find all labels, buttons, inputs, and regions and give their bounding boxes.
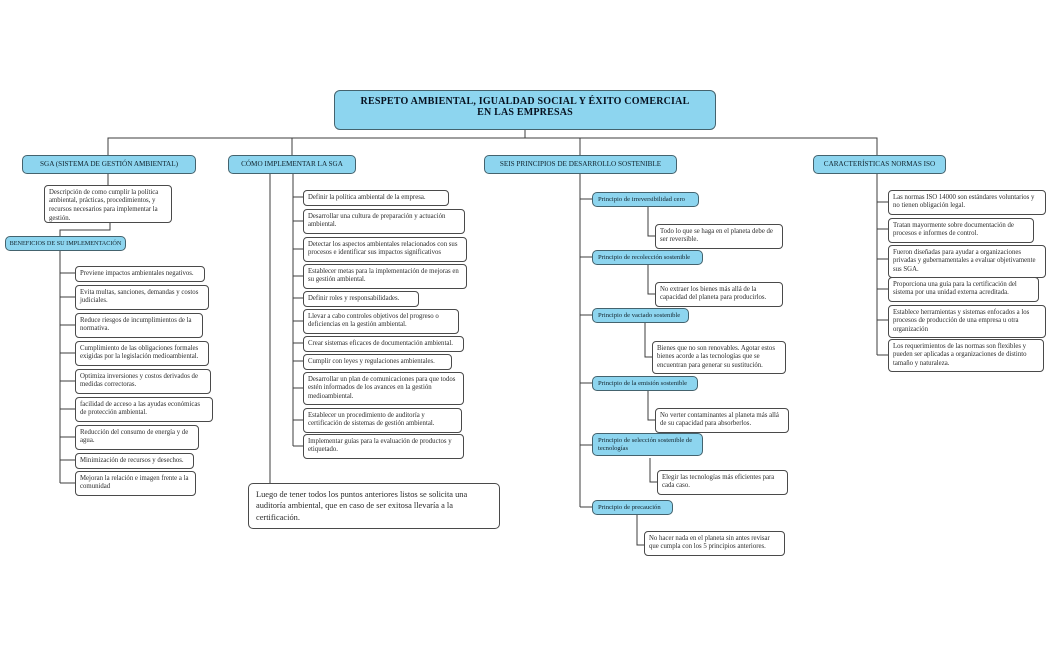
- beneficios-header-node: BENEFICIOS DE SU IMPLEMENTACIÓN: [5, 236, 126, 251]
- step-item: Desarrollar una cultura de preparación y actuación ambiental.: [303, 209, 465, 234]
- benefit-item: Evita multas, sanciones, demandas y costos judiciales.: [75, 285, 209, 310]
- benefit-item: facilidad de acceso a las ayudas económicas de protección ambiental.: [75, 397, 213, 422]
- iso-feature-item: Fueron diseñadas para ayudar a organizaciones privadas y gubernamentales a evaluar objetivamente sus SGA.: [888, 245, 1046, 278]
- root-title-line2: EN LAS EMPRESAS: [477, 107, 573, 118]
- principle-node: Principio de irreversibilidad cero: [592, 192, 699, 207]
- step-item: Cumplir con leyes y regulaciones ambientales.: [303, 354, 452, 370]
- iso-feature-item: Las normas ISO 14000 son estándares voluntarios y no tienen obligación legal.: [888, 190, 1046, 215]
- principle-node: Principio de precaución: [592, 500, 673, 515]
- step-item: Definir roles y responsabilidades.: [303, 291, 419, 307]
- principle-detail-node: Todo lo que se haga en el planeta debe de ser reversible.: [655, 224, 783, 249]
- benefit-item: Minimización de recursos y desechos.: [75, 453, 194, 469]
- step-item: Establecer metas para la implementación de mejoras en su gestión ambiental.: [303, 264, 467, 289]
- principle-detail-node: No extraer los bienes más allá de la capacidad del planeta para producirlos.: [655, 282, 783, 307]
- root-node: [334, 90, 716, 130]
- principle-detail-node: Bienes que no son renovables. Agotar estos bienes acorde a las tecnologías que se encuentran para generar su sustitución.: [652, 341, 786, 374]
- branch-header-como-implementar: CÓMO IMPLEMENTAR LA SGA: [228, 155, 356, 174]
- branch-header-normas-iso: CARACTERÍSTICAS NORMAS ISO: [813, 155, 946, 174]
- step-item: Detectar los aspectos ambientales relacionados con sus procesos e identificar sus impactos significativos: [303, 237, 467, 262]
- step-item: Crear sistemas eficaces de documentación ambiental.: [303, 336, 464, 352]
- principle-detail-node: No verter contaminantes al planeta más allá de su capacidad para absorberlos.: [655, 408, 789, 433]
- principle-node: Principio de recolección sostenible: [592, 250, 703, 265]
- audit-note-node: Luego de tener todos los puntos anteriores listos se solicita una auditoría ambiental, que en caso de ser exitosa llevaría a la certificación.: [248, 483, 500, 529]
- root-title-line1: RESPETO AMBIENTAL, IGUALDAD SOCIAL Y ÉXITO COMERCIAL: [360, 96, 690, 107]
- principle-detail-node: Elegir las tecnologías más eficientes para cada caso.: [657, 470, 788, 495]
- step-item: Llevar a cabo controles objetivos del progreso o deficiencias en la gestión ambiental.: [303, 309, 459, 334]
- branch-header-seis-principios: SEIS PRINCIPIOS DE DESARROLLO SOSTENIBLE: [484, 155, 677, 174]
- iso-feature-item: Establece herramientas y sistemas enfocados a los procesos de producción de una empresa u otra organización: [888, 305, 1046, 338]
- principle-node: Principio de la emisión sostenible: [592, 376, 698, 391]
- benefit-item: Reducción del consumo de energía y de agua.: [75, 425, 199, 450]
- step-item: Desarrollar un plan de comunicaciones para que todos estén informados de los avances en la gestión medioambiental.: [303, 372, 464, 405]
- step-item: Definir la política ambiental de la empresa.: [303, 190, 449, 206]
- principle-node: Principio de selección sostenible de tecnologías: [592, 433, 703, 456]
- benefit-item: Cumplimiento de las obligaciones formales exigidas por la legislación medioambiental.: [75, 341, 209, 366]
- principle-node: Principio de vaciado sostenible: [592, 308, 689, 323]
- step-item: Establecer un procedimiento de auditoría y certificación de sistemas de gestión ambiental.: [303, 408, 462, 433]
- benefit-item: Reduce riesgos de incumplimientos de la normativa.: [75, 313, 203, 338]
- iso-feature-item: Tratan mayormente sobre documentación de procesos e informes de control.: [888, 218, 1034, 243]
- benefit-item: Mejoran la relación e imagen frente a la comunidad: [75, 471, 196, 496]
- principle-detail-node: No hacer nada en el planeta sin antes revisar que cumpla con los 5 principios anteriores.: [644, 531, 785, 556]
- sga-description-node: Descripción de como cumplir la política ambiental, prácticas, procedimientos, y recursos necesarios para implementar la gestión.: [44, 185, 172, 223]
- iso-feature-item: Proporciona una guía para la certificación del sistema por una unidad externa acreditada.: [888, 277, 1039, 302]
- benefit-item: Previene impactos ambientales negativos.: [75, 266, 205, 282]
- iso-feature-item: Los requerimientos de las normas son flexibles y pueden ser aplicadas a organizaciones de distinto tamaño y naturaleza.: [888, 339, 1044, 372]
- benefit-item: Optimiza inversiones y costos derivados de medidas correctoras.: [75, 369, 211, 394]
- step-item: Implementar guías para la evaluación de productos y etiquetado.: [303, 434, 464, 459]
- branch-header-sga: SGA (SISTEMA DE GESTIÓN AMBIENTAL): [22, 155, 196, 174]
